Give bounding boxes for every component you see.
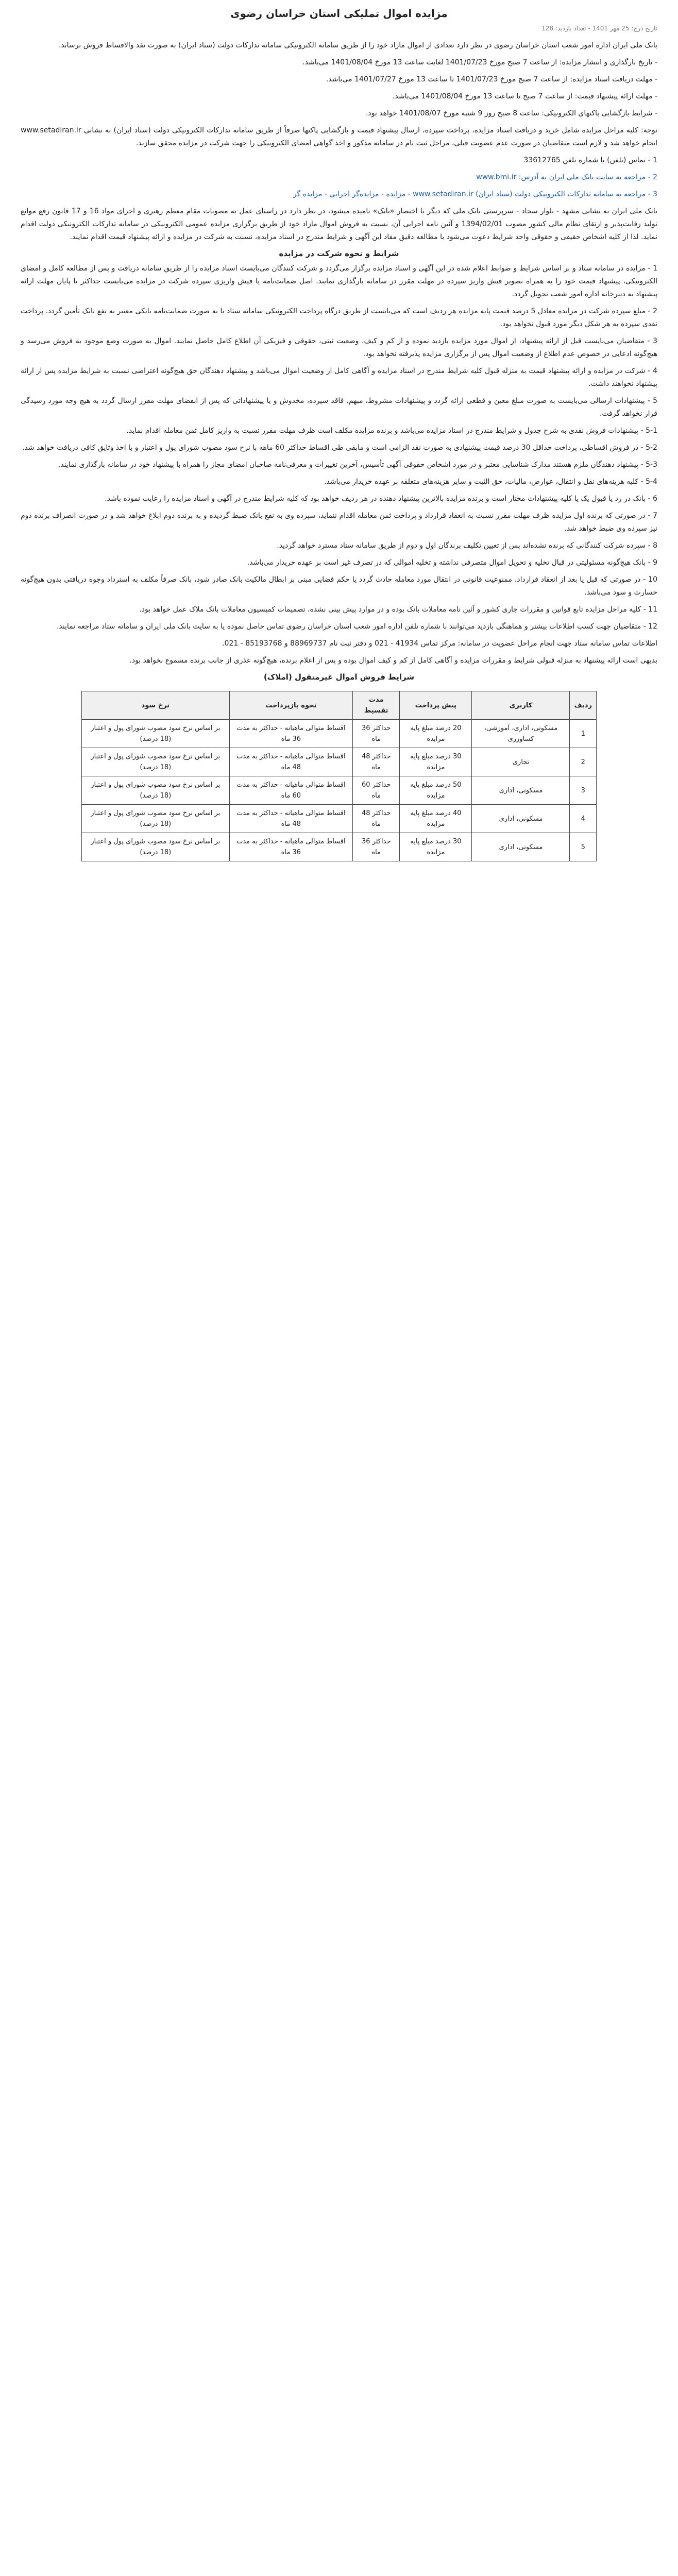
condition-item: 5-1 - پیشنهادات فروش نقدی به شرح جدول و شرایط مندرج در اسناد مزایده می‌باشد و برنده مزایده مکلف است ظرف مهلت مقرر نسبت به واریز کامل ثمن معامله اقدام نماید. [126,427,657,435]
header-cell: کاربری [472,691,570,720]
table-cell: 20 درصد مبلغ پایه مزایده [400,720,472,748]
table-cell: 30 درصد مبلغ پایه مزایده [400,748,472,776]
table-cell: حداکثر 48 ماه [353,748,400,776]
bank-site-link[interactable]: 2 - مراجعه به سایت بانک ملی ایران به آدرس: www.bmi.ir [476,173,657,181]
table-caption: شرایط فروش اموال غیرمنقول (املاک) [263,672,415,682]
table-cell: اقساط متوالی ماهیانه - حداکثر به مدت 48 ماه [229,748,352,776]
table-cell: 4 [570,805,597,833]
table-cell: 30 درصد مبلغ پایه مزایده [400,833,472,861]
intro-paragraph: بانک ملی ایران اداره امور شعب استان خراسان رضوی در نظر دارد تعدادی از اموال مازاد خود را از طریق سامانه الکترونیکی سامانه تدارکات دولت (ستاد ایران) به صورت نقد والاقساط فروش برساند. [58,41,657,49]
table-cell: تجاری [472,748,570,776]
table-cell: 40 درصد مبلغ پایه مزایده [400,805,472,833]
section-heading: شرایط و نحوه شرکت در مزایده [279,249,399,258]
closing-paragraph: بدیهی است ارائه پیشنهاد به منزله قبولی شرایط و مقررات مزایده و آگاهی کامل از کم و کیف اموال بوده و پس از اعلام برنده، هیچ‌گونه عذری از جانب برنده مسموع نخواهد بود. [129,656,657,665]
condition-item: 6 - بانک در رد یا قبول یک یا کلیه پیشنهادات مختار است و برنده مزایده بالاترین پیشنهاد دهنده در هر ردیف خواهد بود که کلیه شرایط مندرج در آگهی و اسناد مزایده را رعایت نموده باشد. [105,495,657,503]
table-cell: حداکثر 48 ماه [353,805,400,833]
table-cell: اقساط متوالی ماهیانه - حداکثر به مدت 60 ماه [229,776,352,805]
header-cell: ردیف [570,691,597,720]
condition-item: 1 - مزایده در سامانه ستاد و بر اساس شرایط و ضوابط اعلام شده در این آگهی و اسناد مزایده برگزار می‌گردد و شرکت کنندگان می‌بایست اسناد مزایده را از طریق سامانه دریافت و پس از مطالعه کامل و امضای الکترونیکی، پیشنهاد قیمت خود را به همراه تصویر فیش واریز سپرده در مهلت مقرر در سامانه بارگذاری نمایند. اصل ضمانت‌نامه یا فیش واریزی سپرده شرکت در مزایده می‌بایست حداکثر تا پایان مهلت ارائه پیشنهاد به دبیرخانه اداره امور شعب تحویل گردد. [21,264,657,298]
header-cell: مدت تقسیط [353,691,400,720]
table-cell: مسکونی، اداری [472,776,570,805]
table-cell: 3 [570,776,597,805]
condition-item: 7 - در صورتی که برنده اول مزایده ظرف مهلت مقرر نسبت به انعقاد قرارداد و پرداخت ثمن معامله اقدام ننماید، سپرده وی به نفع بانک ضبط گردیده و به برنده دوم ابلاغ خواهد شد و در صورت انصراف برنده دوم نیز سپرده وی ضبط خواهد شد. [21,512,657,533]
condition-item: 12 - متقاضیان جهت کسب اطلاعات بیشتر و هماهنگی بازدید می‌توانند با شماره تلفن اداره امور شعب استان خراسان رضوی تماس حاصل نموده یا به سایت بانک ملی ایران و سامانه ستاد مراجعه نمایند. [56,622,657,631]
table-cell: مسکونی، اداری، آموزشی، کشاورزی [472,720,570,748]
header-cell: نرخ سود [82,691,230,720]
condition-item: 5-2 - در فروش اقساطی، پرداخت حداقل 30 درصد قیمت پیشنهادی به صورت نقد الزامی است و مابقی طی اقساط حداکثر 60 ماهه با نرخ سود مصوب شورای پول و اعتبار و با اخذ وثایق کافی دریافت خواهد شد. [22,444,657,452]
condition-item: 4 - شرکت در مزایده و ارائه پیشنهاد قیمت به منزله قبول کلیه شرایط مندرج در اسناد مزایده و آگاهی کامل از وضعیت اموال می‌باشد و پیشنهاد دهندگان حق هیچ‌گونه اعتراضی نسبت به شرایط مزایده پس از ارائه پیشنهاد نخواهند داشت. [21,367,657,388]
condition-item: 2 - مبلغ سپرده شرکت در مزایده معادل 5 درصد قیمت پایه مزایده هر ردیف است که می‌بایست از طریق درگاه پرداخت الکترونیکی سامانه ستاد یا به صورت ضمانت‌نامه بانکی معتبر به نفع بانک تأمین گردد. پرداخت نقدی سپرده به هر شکل دیگر مورد قبول نخواهد بود. [21,307,657,328]
installment-table [81,691,597,861]
table-cell: 2 [570,748,597,776]
table-cell: مسکونی، اداری [472,833,570,861]
table-cell: اقساط متوالی ماهیانه - حداکثر به مدت 36 ماه [229,833,352,861]
table-cell: حداکثر 36 ماه [353,720,400,748]
timeline-item: - شرایط بازگشایی پاکتهای الکترونیکی: ساعت 8 صبح روز 9 شنبه مورخ 1401/08/07 خواهد بود. [365,109,657,117]
header-cell: پیش پرداخت [400,691,472,720]
table-row [82,748,597,776]
table-row [82,833,597,861]
table-cell: بر اساس نرخ سود مصوب شورای پول و اعتبار (18 درصد) [82,805,230,833]
document [21,7,657,861]
table-cell: بر اساس نرخ سود مصوب شورای پول و اعتبار (18 درصد) [82,833,230,861]
header-cell: نحوه بازپرداخت [229,691,352,720]
condition-item: 8 - سپرده شرکت کنندگانی که برنده نشده‌اند پس از تعیین تکلیف برندگان اول و دوم از طریق سامانه ستاد مسترد خواهد گردید. [277,541,657,550]
timeline-item: - تاریخ بارگذاری و انتشار مزایده: از ساعت 7 صبح مورخ 1401/07/23 لغایت ساعت 13 مورخ 1401/08/04 می‌باشد. [302,58,657,66]
condition-item: 9 - بانک هیچ‌گونه مسئولیتی در قبال تخلیه و تحویل اموال متصرفی نداشته و تخلیه اموالی که در تصرف غیر است بر عهده خریدار می‌باشد. [247,558,657,567]
note-paragraph: توجه: کلیه مراحل مزایده شامل خرید و دریافت اسناد مزایده، پرداخت سپرده، ارسال پیشنهاد قیمت و بازگشایی پاکتها صرفاً از طریق سامانه تدارکات الکترونیکی دولت (ستاد ایران) به نشانی www.setadiran.ir انجام خواهد شد و لازم است متقاضیان در صورت عدم عضویت قبلی، مراحل ثبت نام در سامانه مذکور و اخذ گواهی امضای الکترونیکی را جهت شرکت در مزایده محقق سازند. [21,126,657,147]
condition-item: 10 - در صورتی که قبل یا بعد از انعقاد قرارداد، ممنوعیت قانونی در انتقال مورد معامله حادث گردد یا حکم قضایی مبنی بر ابطال مالکیت بانک صادر شود، بانک صرفاً مکلف به استرداد وجوه دریافتی بدون هیچ‌گونه خسارت و سود می‌باشد. [21,575,657,597]
condition-item: 11 - کلیه مراحل مزایده تابع قوانین و مقررات جاری کشور و آئین نامه معاملات بانک بوده و در موارد پیش بینی نشده، تصمیمات کمیسیون معاملات بانک ملاک عمل خواهد بود. [139,605,657,614]
table-cell: مسکونی، اداری [472,805,570,833]
table-cell: بر اساس نرخ سود مصوب شورای پول و اعتبار (18 درصد) [82,720,230,748]
table-cell: حداکثر 36 ماه [353,833,400,861]
body-paragraph: بانک ملی ایران به نشانی مشهد - بلوار سجاد - سرپرستی بانک ملی که دیگر با اختصار «بانک» نامیده میشود، در نظر دارد در راستای عمل به مصوبات مقام معظم رهبری و اجرای مواد 16 و 17 قانون رفع موانع تولید رقابت‌پذیر و ارتقای نظام مالی کشور مصوب 1394/02/01 و آئین نامه اجرایی آن، نسبت به فروش اموال مازاد خود از طریق برگزاری مزایده عمومی الکترونیکی در سامانه تدارکات الکترونیکی دولت اقدام نماید. لذا از کلیه اشخاص حقیقی و حقوقی واجد شرایط دعوت می‌شود با مطالعه دقیق مفاد این آگهی و شرایط مندرج در اسناد مزایده، نسبت به شرکت در مزایده و ارائه پیشنهاد قیمت اقدام نمایند. [21,207,657,241]
table-cell: 50 درصد مبلغ پایه مزایده [400,776,472,805]
post-meta: تاریخ درج: 25 مهر 1401 - تعداد بازدید: 128 [541,25,657,32]
table-cell: بر اساس نرخ سود مصوب شورای پول و اعتبار (18 درصد) [82,748,230,776]
table-header-row [82,691,597,720]
table-row [82,805,597,833]
timeline-item: - مهلت ارائه پیشنهاد قیمت: از ساعت 7 صبح تا ساعت 13 مورخ 1401/08/04 می‌باشد. [393,92,657,100]
condition-item: 5 - پیشنهادات ارسالی می‌بایست به صورت مبلغ معین و قطعی ارائه گردد و پیشنهادات مشروط، مبهم، فاقد سپرده، مخدوش و یا پیشنهاداتی که پس از انقضای مهلت مقرر ارسال گردد به هیچ وجه مورد رسیدگی قرار نخواهد گرفت. [21,397,657,418]
page-title: مزایده اموال تملیکی استان خراسان رضوی [230,7,448,20]
condition-item: 5-3 - پیشنهاد دهندگان ملزم هستند مدارک شناسایی معتبر و در مورد اشخاص حقوقی آگهی تأسیس، آخرین تغییرات و معرفی‌نامه صاحبان امضای مجاز را همراه با پیشنهاد خود در سامانه بارگذاری نمایند. [58,461,657,469]
table-cell: اقساط متوالی ماهیانه - حداکثر به مدت 36 ماه [229,720,352,748]
condition-item: 3 - متقاضیان می‌بایست قبل از ارائه پیشنهاد، از اموال مورد مزایده بازدید نموده و از کم و کیف، وضعیت ثبتی، حقوقی و فیزیکی آن اطلاع کامل حاصل نمایند. اموال به صورت وضع موجود به فروش می‌رسد و هیچ‌گونه ادعایی در خصوص عدم اطلاع از وضعیت اموال پس از برگزاری مزایده پذیرفته نخواهد بود. [21,337,657,358]
table-cell: حداکثر 60 ماه [353,776,400,805]
table-cell: 1 [570,720,597,748]
table-row [82,720,597,748]
timeline-item: - مهلت دریافت اسناد مزایده: از ساعت 7 صبح مورخ 1401/07/23 تا ساعت 13 مورخ 1401/07/27 می‌باشد. [326,75,657,83]
table-cell: 5 [570,833,597,861]
contact-paragraph: اطلاعات تماس سامانه ستاد جهت انجام مراحل عضویت در سامانه: مرکز تماس 41934 - 021 و دفتر ثبت نام 88969737 و 85193768 - 021. [222,639,657,648]
setad-site-link[interactable]: 3 - مراجعه به سامانه تدارکات الکترونیکی دولت (ستاد ایران) www.setadiran.ir - مزایده - مزایده‌گر اجرایی - مزایده گر [293,190,657,198]
contact-item: 1 - تماس (تلفن) با شماره تلفن 33612765 [523,156,657,164]
table-row [82,776,597,805]
table-cell: بر اساس نرخ سود مصوب شورای پول و اعتبار (18 درصد) [82,776,230,805]
table-cell: اقساط متوالی ماهیانه - حداکثر به مدت 48 ماه [229,805,352,833]
condition-item: 5-4 - کلیه هزینه‌های نقل و انتقال، عوارض، مالیات، حق الثبت و سایر هزینه‌های متعلقه بر عهده خریدار می‌باشد. [324,478,657,486]
